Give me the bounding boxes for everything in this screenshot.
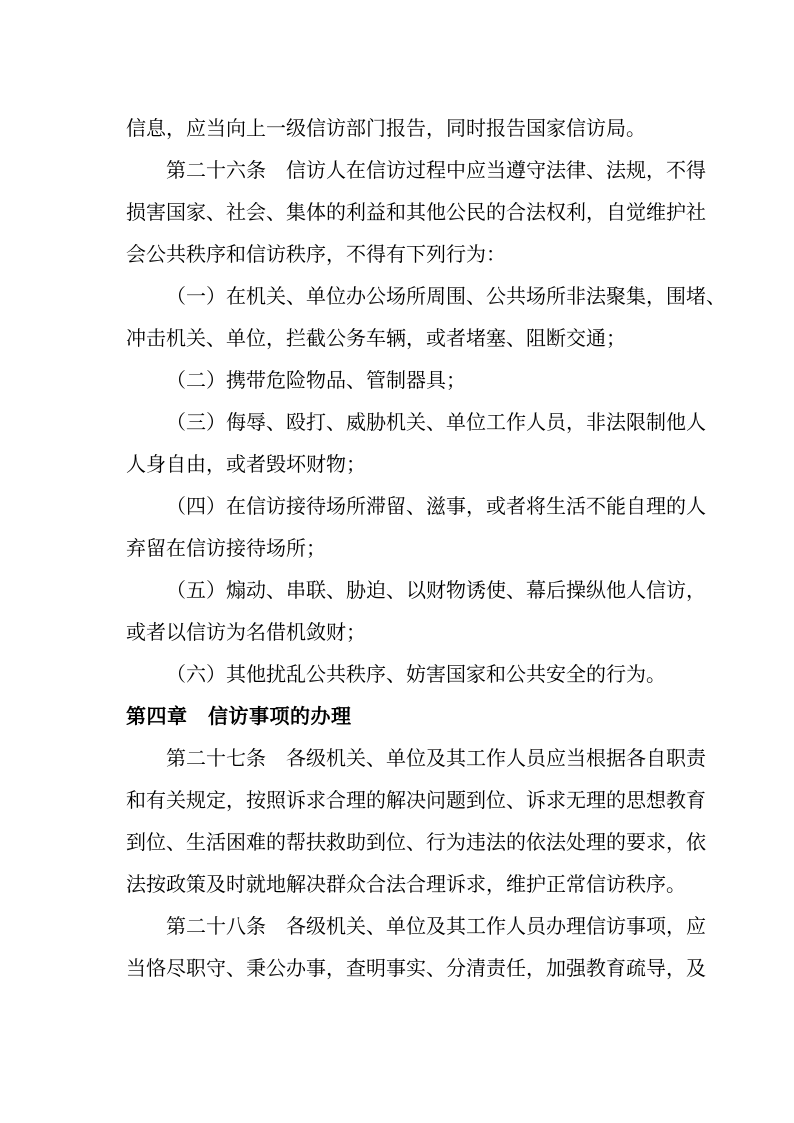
chapter-heading: 第四章 信访事项的办理 (126, 706, 352, 728)
document-line: 到位、生活困难的帮扶救助到位、行为违法的依法处理的要求，依 (126, 832, 706, 854)
document-line: （一）在机关、单位办公场所周围、公共场所非法聚集，围堵、 (166, 286, 726, 308)
document-line: （三）侮辱、殴打、威胁机关、单位工作人员，非法限制他人 (166, 412, 706, 434)
document-line: 第二十六条 信访人在信访过程中应当遵守法律、法规，不得 (166, 160, 706, 182)
document-line: 弃留在信访接待场所； (126, 538, 326, 560)
document-line: 第二十七条 各级机关、单位及其工作人员应当根据各自职责 (166, 748, 706, 770)
document-line: 人身自由，或者毁坏财物； (126, 454, 366, 476)
document-line: （五）煽动、串联、胁迫、以财物诱使、幕后操纵他人信访， (166, 580, 706, 602)
document-line: 损害国家、社会、集体的利益和其他公民的合法权利，自觉维护社 (126, 202, 706, 224)
document-line: 第二十八条 各级机关、单位及其工作人员办理信访事项，应 (166, 916, 706, 938)
document-line: 或者以信访为名借机敛财； (126, 622, 366, 644)
document-line: （四）在信访接待场所滞留、滋事，或者将生活不能自理的人 (166, 496, 706, 518)
document-line: 冲击机关、单位，拦截公务车辆，或者堵塞、阻断交通； (126, 328, 626, 350)
document-page (126, 108, 726, 990)
document-line: 和有关规定，按照诉求合理的解决问题到位、诉求无理的思想教育 (126, 790, 706, 812)
document-line: 当恪尽职守、秉公办事，查明事实、分清责任，加强教育疏导，及 (126, 958, 706, 980)
document-line: （六）其他扰乱公共秩序、妨害国家和公共安全的行为。 (166, 664, 666, 686)
document-line: 会公共秩序和信访秩序，不得有下列行为： (126, 244, 506, 266)
document-line: 法按政策及时就地解决群众合法合理诉求，维护正常信访秩序。 (126, 874, 686, 896)
document-line: （二）携带危险物品、管制器具； (166, 370, 466, 392)
document-line: 信息，应当向上一级信访部门报告，同时报告国家信访局。 (126, 118, 646, 140)
